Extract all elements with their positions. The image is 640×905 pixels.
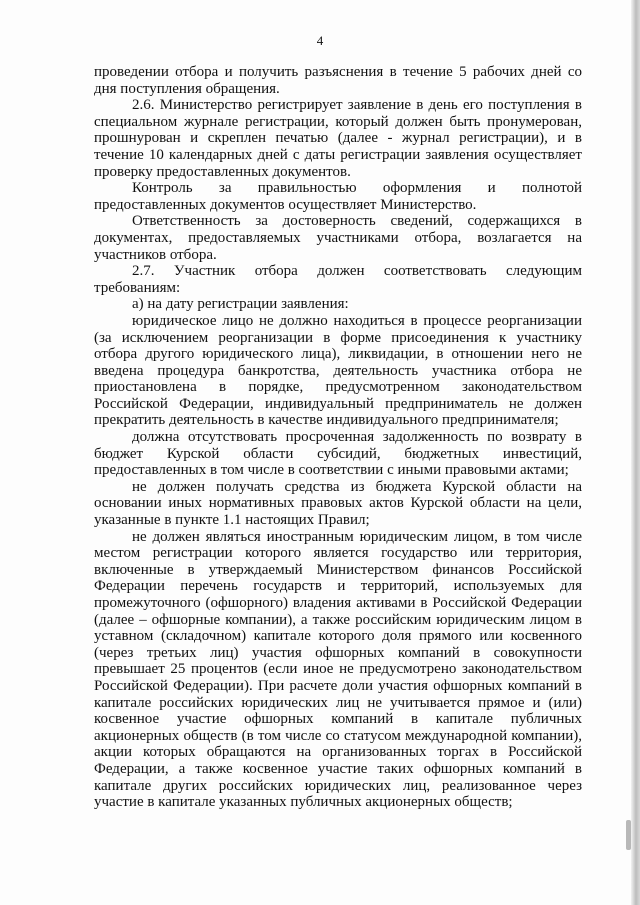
- paragraph-debt: должна отсутствовать просроченная задолженность по возврату в бюджет Курской области субсидий, бюджетных инвестиций, предоставленных в том числе в соответствии с иными правовыми актами;: [94, 429, 582, 479]
- paragraph-foreign-entity: не должен являться иностранным юридическим лицом, в том числе местом регистрации которого является государство или территория, включенные в утверждаемый Министерством финансов Российской Федерации перечень государств и территорий, используемых для промежуточного (офшорного) владения активами в Российской Федерации (далее – офшорные компании), а также российским юридическим лицом в уставном (складочном) капитале которого доля прямого или косвенного (через третьих лиц) участия офшорных компаний в совокупности превышает 25 процентов (если иное не предусмотрено законодательством Российской Федерации). При расчете доли участия офшорных компаний в капитале российских юридических лиц не учитывается прямое и (или) косвенное участие офшорных компаний в капитале публичных акционерных обществ (в том числе со статусом международной компании), акции которых обращаются на организованных торгах в Российской Федерации, а также косвенное участие таких офшорных компаний в капитале других российских юридических лиц, реализованное через участие в капитале указанных публичных акционерных обществ;: [94, 528, 582, 811]
- page-number: 4: [316, 33, 324, 48]
- paragraph-2-6-registration: 2.6. Министерство регистрирует заявление в день его поступления в специальном журнале регистрации, который должен быть пронумерован, прошнурован и скреплен печатью (далее - журнал регистрации), и в течение 10 календарных дней с даты регистрации заявления осуществляет проверку предоставленных документов.: [94, 97, 582, 180]
- paragraph-continuation: проведении отбора и получить разъяснения в течение 5 рабочих дней со дня поступления обращения.: [94, 64, 582, 97]
- document-body: [94, 64, 582, 811]
- paragraph-2-7-requirements: 2.7. Участник отбора должен соответствовать следующим требованиям:: [94, 263, 582, 296]
- scan-edge-shadow: [631, 0, 640, 905]
- paragraph-budget-funds: не должен получать средства из бюджета Курской области на основании иных нормативных правовых актов Курской области на цели, указанные в пункте 1.1 настоящих Правил;: [94, 478, 582, 529]
- paragraph-item-a: а) на дату регистрации заявления:: [132, 296, 349, 313]
- scan-artifact: [626, 820, 631, 850]
- paragraph-legal-entity: юридическое лицо не должно находиться в процессе реорганизации (за исключением реорганизации в форме присоединения к участнику отбора другого юридического лица), ликвидации, в отношении него не введена процедура банкротства, деятельность участника отбора не приостановлена в порядке, предусмотренном законодательством Российской Федерации, индивидуальный предприниматель не должен прекратить деятельность в качестве индивидуального предпринимателя;: [94, 312, 582, 429]
- paragraph-control: Контроль за правильностью оформления и полнотой предоставленных документов осуществляет Министерство.: [94, 180, 582, 213]
- paragraph-responsibility: Ответственность за достоверность сведений, содержащихся в документах, предоставляемых участниками отбора, возлагается на участников отбора.: [94, 213, 582, 263]
